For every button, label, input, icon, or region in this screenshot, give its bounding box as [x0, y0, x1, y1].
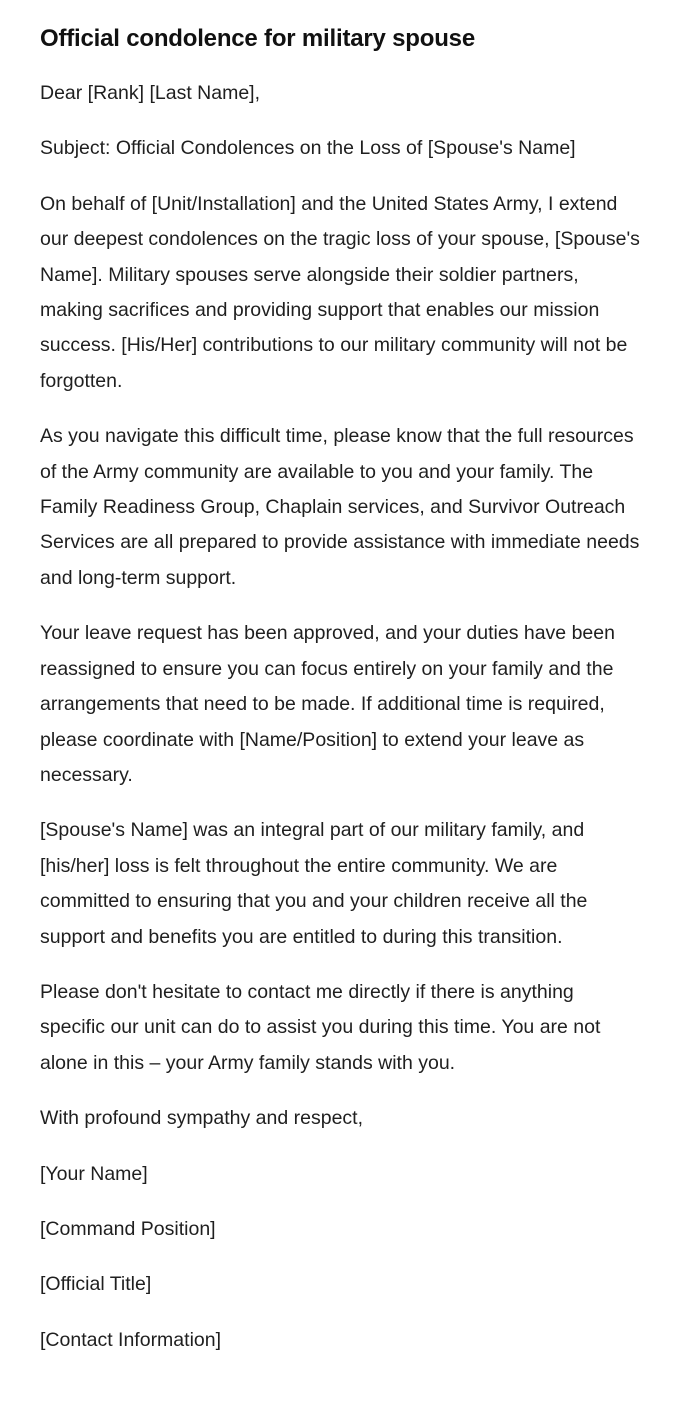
bottom-spacer [40, 1358, 660, 1398]
signature-your-name: [Your Name] [40, 1162, 148, 1185]
letter-body [40, 54, 660, 1358]
subject-line: Subject: Official Condolences on the Loss of [Spouse's Name] [40, 137, 576, 160]
body-paragraph-5: Please don't hesitate to contact me directly if there is anything specific our unit can do to assist you during this time. You are not alone in this – your Army family stands with you. [40, 980, 601, 1074]
page-title: Official condolence for military spouse [40, 25, 475, 52]
closing-line: With profound sympathy and respect, [40, 1107, 363, 1130]
body-paragraph-4: [Spouse's Name] was an integral part of our military family, and [his/her] loss is felt throughout the entire community. We are committed to ensuring that you and your children receive all the support and benefits you are entitled to during this transition. [40, 819, 588, 948]
body-paragraph-2: As you navigate this difficult time, please know that the full resources of the Army community are available to you and your family. The Family Readiness Group, Chaplain services, and Survivor Outreach Services are all prepared to provide assistance with immediate needs and long-term support. [40, 425, 640, 589]
salutation: Dear [Rank] [Last Name], [40, 82, 261, 104]
body-paragraph-1: On behalf of [Unit/Installation] and the United States Army, I extend our deepest condolences on the tragic loss of your spouse, [Spouse's Name]. Military spouses serve alongside their soldier partners, making sacrifices and providing support that enables our mission success. [His/Her] contributions to our military community will not be forgotten. [40, 192, 640, 392]
body-paragraph-3: Your leave request has been approved, and your duties have been reassigned to ensure you can focus entirely on your family and the arrangements that need to be made. If additional time is required, please coordinate with [Name/Position] to extend your leave as necessary. [40, 622, 615, 786]
signature-official-title: [Official Title] [40, 1273, 152, 1296]
signature-command-position: [Command Position] [40, 1217, 216, 1240]
signature-contact-information: [Contact Information] [40, 1328, 222, 1351]
